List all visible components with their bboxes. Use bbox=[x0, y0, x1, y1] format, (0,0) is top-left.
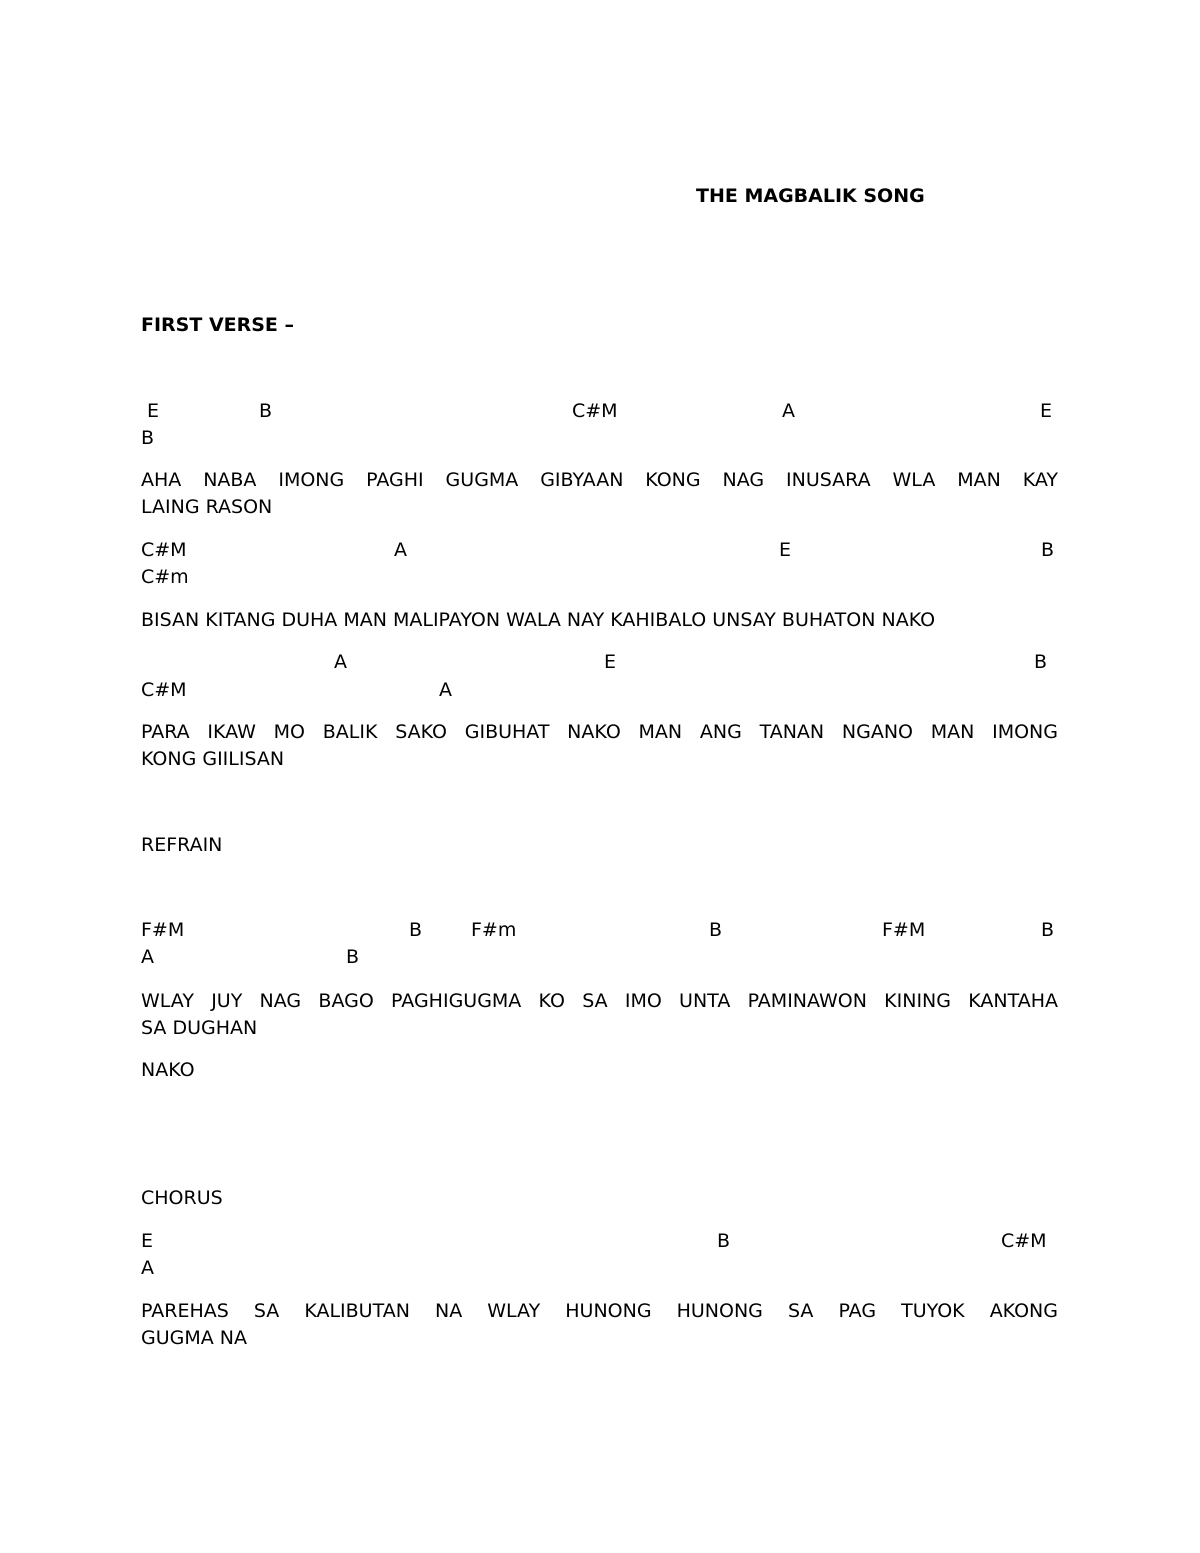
chord: B bbox=[346, 946, 360, 968]
chord: B bbox=[141, 427, 155, 449]
lyric-line: SA DUGHAN bbox=[141, 1017, 258, 1039]
chord: F#m bbox=[471, 919, 517, 941]
lyric-line: GUGMA NA bbox=[141, 1327, 247, 1349]
chord: B bbox=[709, 919, 723, 941]
lyric-line: KONG GIILISAN bbox=[141, 748, 285, 770]
chord: B bbox=[409, 919, 423, 941]
chord: C#M bbox=[141, 679, 187, 701]
chord: C#M bbox=[1001, 1230, 1047, 1252]
lyric-line: PAREHAS SA KALIBUTAN NA WLAY HUNONG HUNONG SA PAG TUYOK AKONG bbox=[141, 1300, 1058, 1322]
chord: A bbox=[141, 1257, 154, 1279]
lyric-line: NAKO bbox=[141, 1059, 195, 1081]
chord: B bbox=[259, 400, 273, 422]
chord: F#M bbox=[882, 919, 926, 941]
lyric-line: PARA IKAW MO BALIK SAKO GIBUHAT NAKO MAN ANG TANAN NGANO MAN IMONG bbox=[141, 721, 1058, 743]
chord: A bbox=[141, 946, 154, 968]
chord: C#m bbox=[141, 566, 189, 588]
chord: E bbox=[147, 400, 160, 422]
chord: E bbox=[1040, 400, 1053, 422]
lyric-line: WLAY JUY NAG BAGO PAGHIGUGMA KO SA IMO UNTA PAMINAWON KINING KANTAHA bbox=[141, 990, 1058, 1012]
chord: C#M bbox=[141, 539, 187, 561]
lyric-line: LAING RASON bbox=[141, 496, 273, 518]
lyric-line: BISAN KITANG DUHA MAN MALIPAYON WALA NAY KAHIBALO UNSAY BUHATON NAKO bbox=[141, 609, 936, 631]
chord: E bbox=[141, 1230, 154, 1252]
chord: A bbox=[334, 651, 347, 673]
chord: B bbox=[1034, 651, 1048, 673]
refrain-heading: REFRAIN bbox=[141, 834, 223, 856]
first-verse-heading: FIRST VERSE – bbox=[141, 314, 295, 336]
chord: B bbox=[1041, 919, 1055, 941]
chorus-heading: CHORUS bbox=[141, 1187, 223, 1209]
chord: E bbox=[604, 651, 617, 673]
song-title: THE MAGBALIK SONG bbox=[696, 185, 925, 207]
chord: B bbox=[1041, 539, 1055, 561]
chord: F#M bbox=[141, 919, 185, 941]
lyric-line: AHA NABA IMONG PAGHI GUGMA GIBYAAN KONG NAG INUSARA WLA MAN KAY bbox=[141, 469, 1058, 491]
chord: A bbox=[782, 400, 795, 422]
chord: B bbox=[717, 1230, 731, 1252]
chord: A bbox=[439, 679, 452, 701]
chord: E bbox=[779, 539, 792, 561]
chord: A bbox=[394, 539, 407, 561]
chord: C#M bbox=[572, 400, 618, 422]
